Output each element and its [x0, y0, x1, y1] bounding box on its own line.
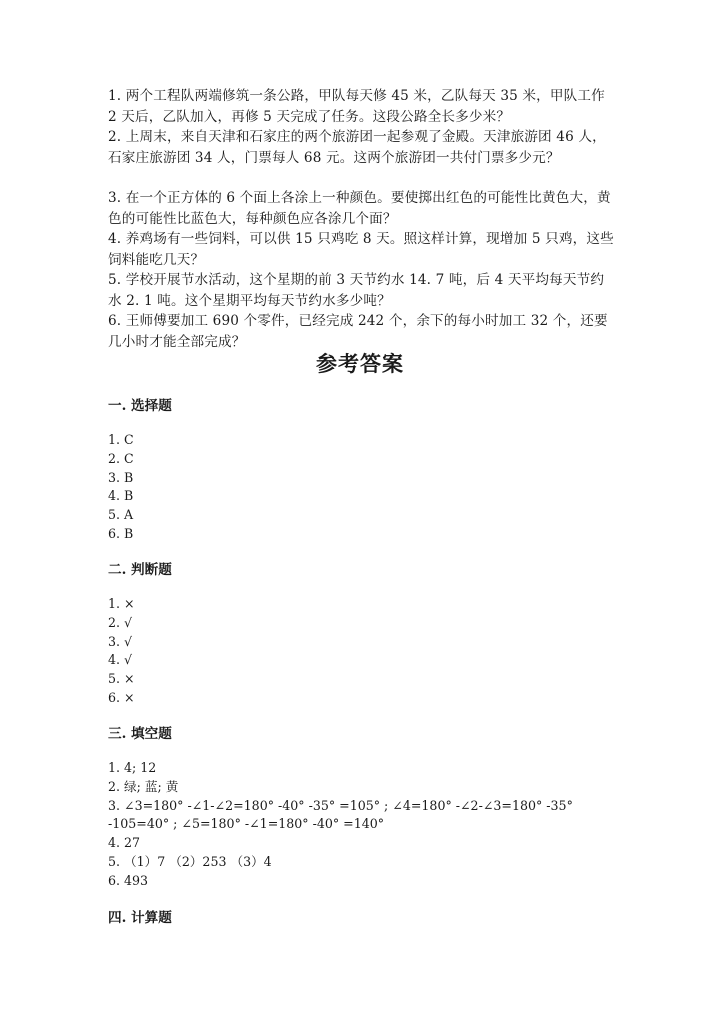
answer-item: 2. √ [108, 614, 133, 630]
section-choice [108, 396, 614, 544]
answer-item: 2. 绿; 蓝; 黄 [108, 778, 179, 794]
answer-item: 5. × [108, 671, 135, 687]
section-heading-fill: 三. 填空题 [108, 726, 172, 742]
answer-item: 3. √ [108, 633, 133, 649]
answer-item: 1. 4; 12 [108, 760, 157, 775]
answer-item: 3. ∠3=180° -∠1-∠2=180° -40° -35° =105° ; ∠4=180° -∠2-∠3=180° -35° -105=40° ; ∠5=180° -∠1=180° -40° =140° [108, 797, 573, 832]
section-judge [108, 560, 614, 708]
answer-item: 4. B [108, 488, 134, 504]
answer-item: 1. × [108, 596, 135, 611]
answer-item: 6. × [108, 689, 135, 705]
answer-item: 2. C [108, 450, 134, 466]
answer-item: 6. 493 [108, 872, 149, 888]
section-heading-judge: 二. 判断题 [108, 562, 172, 578]
word-problems [108, 86, 614, 352]
section-heading-choice: 一. 选择题 [108, 398, 172, 414]
problem-5: 5. 学校开展节水活动，这个星期的前 3 天节约水 14. 7 吨，后 4 天平均每天节约水 2. 1 吨。这个星期平均每天节约水多少吨？ [108, 272, 605, 309]
section-calc [108, 908, 614, 928]
section-fill [108, 724, 614, 891]
section-heading-calc: 四. 计算题 [108, 910, 172, 926]
answer-item: 6. B [108, 525, 134, 541]
problem-3: 3. 在一个正方体的 6 个面上各涂上一种颜色。要使掷出红色的可能性比黄色大，黄色的可能性比蓝色大，每种颜色应各涂几个面？ [108, 190, 611, 227]
answer-key-title: 参考答案 [316, 351, 404, 376]
answer-item: 4. √ [108, 652, 133, 668]
problem-6: 6. 王师傅要加工 690 个零件，已经完成 242 个，余下的每小时加工 32 个，还要几小时才能全部完成？ [108, 313, 608, 350]
problem-2: 2. 上周末，来自天津和石家庄的两个旅游团一起参观了金殿。天津旅游团 46 人，石家庄旅游团 34 人，门票每人 68 元。这两个旅游团一共付门票多少元？ [108, 129, 606, 166]
answer-list-choice [108, 431, 614, 544]
problem-4: 4. 养鸡场有一些饲料，可以供 15 只鸡吃 8 天。照这样计算，现增加 5 只鸡，这些饲料能吃几天？ [108, 231, 614, 268]
answer-item: 1. C [108, 432, 134, 447]
answer-item: 3. B [108, 469, 134, 485]
answer-list-fill [108, 759, 614, 891]
answer-item: 5. （1）7 （2）253 （3）4 [108, 853, 272, 869]
problem-1: 1. 两个工程队两端修筑一条公路，甲队每天修 45 米，乙队每天 35 米，甲队工作 2 天后，乙队加入，再修 5 天完成了任务。这段公路全长多少米？ [108, 88, 605, 125]
answer-item: 5. A [108, 507, 134, 523]
answer-list-judge [108, 595, 614, 708]
answer-item: 4. 27 [108, 835, 141, 851]
